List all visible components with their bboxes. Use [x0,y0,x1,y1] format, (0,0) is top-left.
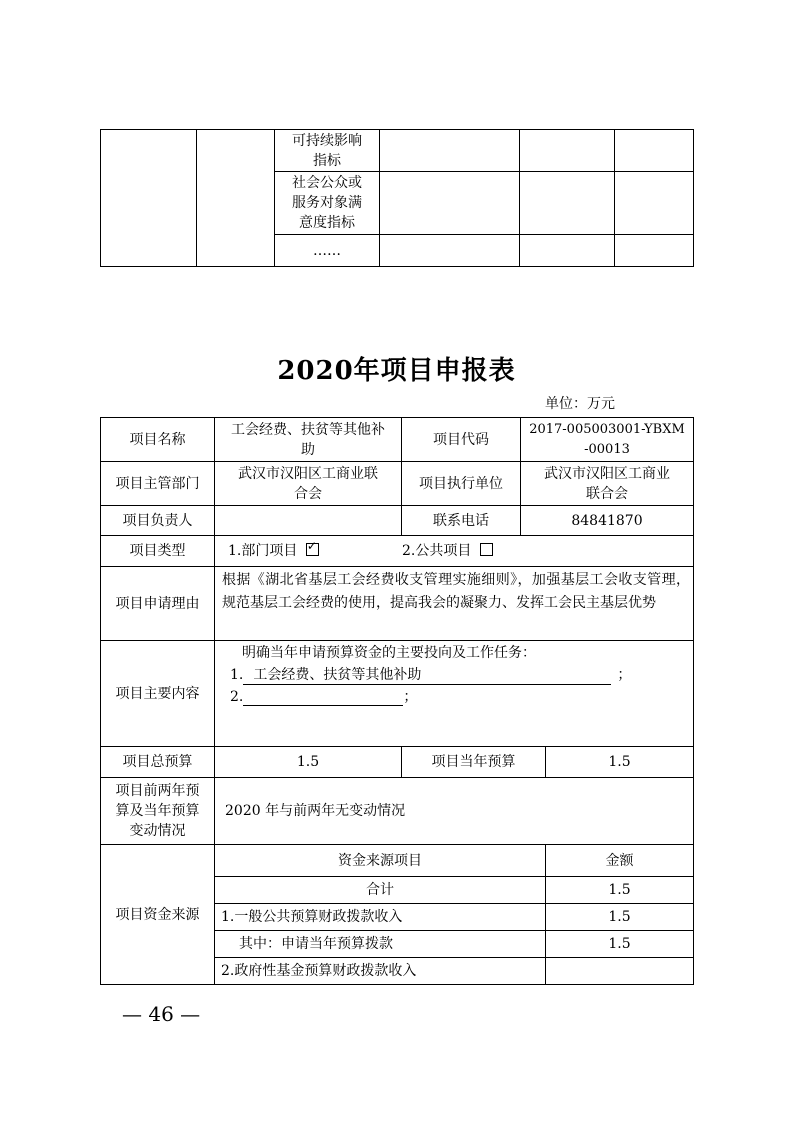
exec-unit-value: 武汉市汉阳区工商业 联合会 [544,465,670,502]
funding-row-fund-item: 2.政府性基金预算财政拨款收入 [221,963,417,979]
type-option-public-label: 2.公共项目 [402,543,472,559]
type-option-dept [228,539,319,560]
content-item-1-text: 工会经费、扶贫等其他补助 [243,666,611,685]
indicator-ellipsis: …… [313,242,341,259]
total-budget-value: 1.5 [296,754,320,770]
year-budget-value: 1.5 [608,754,631,770]
year-budget-label: 项目当年预算 [431,754,516,770]
exec-unit-label: 项目执行单位 [419,475,503,492]
funding-row-total-item: 合计 [366,882,394,898]
indicator-satisfaction: 社会公众或 服务对象满 意度指标 [292,175,362,231]
funding-label: 项目资金来源 [115,906,200,923]
content-item-2-prefix: 2. [230,689,244,705]
content-item-1-end: ； [617,667,632,683]
content-item-2 [230,687,417,707]
page-number: — 46 — [122,1002,201,1026]
funding-row-current-amount: 1.5 [608,936,631,952]
content-item-2-end: ； [403,689,418,705]
type-label: 项目类型 [129,543,186,559]
project-code-label: 项目代码 [433,431,489,448]
checkbox-checked-icon[interactable]: ✓ [306,543,319,556]
unit-label: 单位：万元 [545,396,615,412]
leader-value [215,506,401,535]
content-item-1 [230,665,631,685]
funding-row-total-amount: 1.5 [608,882,631,898]
phone-value: 84841870 [571,512,643,529]
funding-row-general-item: 1.一般公共预算财政拨款收入 [221,909,403,925]
checkbox-empty-icon[interactable] [480,543,493,556]
funding-header-amount: 金额 [605,852,634,869]
funding-header-item: 资金来源项目 [338,852,422,869]
content-intro: 明确当年申请预算资金的主要投向及工作任务： [242,645,536,661]
type-option-dept-label: 1.部门项目 [228,543,298,559]
type-option-public [402,542,493,560]
reason-text: 根据《湖北省基层工会经费收支管理实施细则》，加强基层工会收支管理，规范基层工会经费的使用，提高我会的凝聚力、发挥工会民主基层优势 [222,572,690,611]
funding-row-general-amount: 1.5 [608,909,631,925]
total-budget-label: 项目总预算 [122,754,193,770]
reason-label: 项目申请理由 [115,595,200,612]
content-item-1-prefix: 1. [230,667,244,683]
dept-label: 项目主管部门 [115,475,200,492]
content-label: 项目主要内容 [115,685,200,702]
project-name-label: 项目名称 [129,431,186,448]
funding-row-fund-amount [546,958,693,984]
form-title: 2020年项目申报表 [277,356,516,386]
project-code-value: 2017-005003001-YBXM -00013 [529,421,685,457]
dept-value: 武汉市汉阳区工商业联 合会 [238,465,378,502]
leader-label: 项目负责人 [122,512,193,529]
funding-row-current-item: 其中：申请当年预算拨款 [239,936,393,952]
change-label: 项目前两年预 算及当年预算 变动情况 [115,783,200,839]
indicator-sustainable-impact: 可持续影响 指标 [292,132,362,169]
project-name-value: 工会经费、扶贫等其他补 助 [231,421,385,458]
change-text: 2020 年与前两年无变动情况 [225,803,406,819]
phone-label: 联系电话 [433,512,489,529]
content-item-2-blank [243,687,403,706]
